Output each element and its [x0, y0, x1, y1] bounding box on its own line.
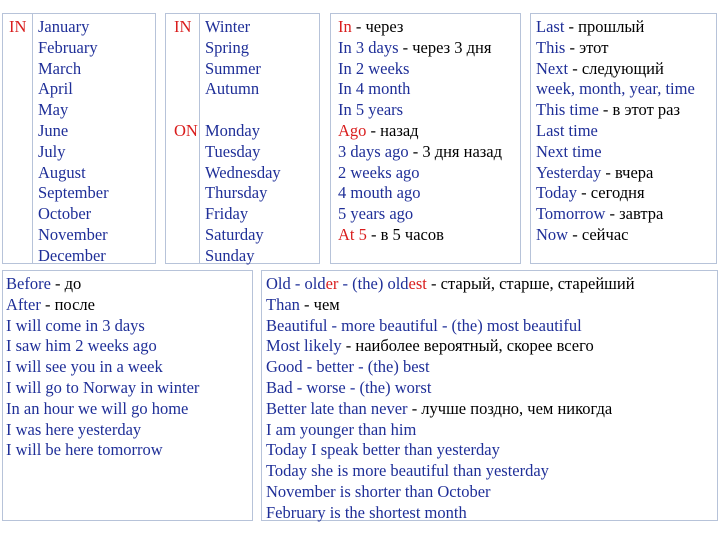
list-item: November: [38, 224, 108, 244]
list-item: September: [38, 183, 109, 203]
list-item: Now - сейчас: [536, 224, 629, 244]
list-item: Spring: [205, 37, 250, 57]
list-item: 3 days ago - 3 дня назад: [338, 141, 503, 161]
divider: [32, 14, 33, 263]
list-item: Wednesday: [205, 162, 281, 182]
list-item: Today - сегодня: [536, 183, 645, 203]
list-item: Yesterday - вчера: [536, 162, 654, 182]
months-box: [2, 13, 156, 264]
list-item: At 5 - в 5 часов: [338, 224, 444, 244]
list-item: Today she is more beautiful than yesterday: [266, 461, 549, 481]
season-day-list: [205, 17, 281, 267]
comparatives-box: [261, 270, 718, 521]
preposition-label-on: ON: [174, 120, 198, 140]
in-ago-box: [330, 13, 521, 264]
list-item: I was here yesterday: [6, 419, 142, 439]
list-item: Ago - назад: [338, 120, 419, 140]
list-item: January: [38, 17, 90, 36]
list-item: June: [38, 120, 69, 140]
list-item: Thursday: [205, 183, 268, 203]
list-item: April: [38, 79, 73, 99]
list-item: I saw him 2 weeks ago: [6, 336, 157, 356]
list-item: Last time: [536, 120, 598, 140]
list-item: This time - в этот раз: [536, 100, 680, 120]
list-item: I will come in 3 days: [6, 315, 145, 335]
seasons-days-box: [165, 13, 320, 264]
list-item: Tomorrow - завтра: [536, 204, 664, 224]
list-item: Saturday: [205, 224, 264, 244]
list-item: Next time: [536, 141, 602, 161]
list-item: Good - better - (the) best: [266, 357, 430, 377]
list-item: February is the shortest month: [266, 502, 467, 522]
list-item: 2 weeks ago: [338, 162, 420, 182]
list-item: August: [38, 162, 86, 182]
list-item: In 3 days - через 3 дня: [338, 37, 492, 57]
list-item: Summer: [205, 58, 261, 78]
list-item: 5 years ago: [338, 204, 414, 224]
list-item: Bad - worse - (the) worst: [266, 377, 432, 397]
preposition-label: IN: [9, 17, 27, 36]
list-item: I will be here tomorrow: [6, 440, 163, 460]
list-item: Before - до: [6, 274, 82, 293]
list-item: Monday: [205, 120, 260, 140]
list-item: In 5 years: [338, 100, 404, 120]
list-item: In 4 month: [338, 79, 411, 99]
list-item: In 2 weeks: [338, 58, 410, 78]
list-item: Autumn: [205, 79, 260, 99]
list-item: October: [38, 204, 92, 224]
list-item: May: [38, 100, 69, 120]
before-after-box: [2, 270, 253, 521]
list-item: Sunday: [205, 245, 255, 265]
divider: [199, 14, 200, 263]
list-item: Beautiful - more beautiful - (the) most beautiful: [266, 315, 582, 335]
list-item: In an hour we will go home: [6, 398, 189, 418]
month-list: [38, 17, 109, 267]
list-item: This - этот: [536, 37, 609, 57]
list-item: Next - следующий: [536, 58, 664, 78]
list-item: Better late than never - лучше поздно, чем никогда: [266, 398, 613, 418]
list-item: November is shorter than October: [266, 481, 491, 501]
last-this-next-box: [530, 13, 717, 264]
list-item: I will see you in a week: [6, 357, 163, 377]
list-item: In - через: [338, 17, 404, 36]
list-item: February: [38, 37, 98, 57]
list-item: December: [38, 245, 106, 265]
list-item: Today I speak better than yesterday: [266, 440, 500, 460]
list-item: Most likely - наиболее вероятный, скорее всего: [266, 336, 594, 356]
list-item: After - после: [6, 294, 95, 314]
list-item: Old - older - (the) oldest - старый, старше, старейший: [266, 274, 635, 293]
list-item: I am younger than him: [266, 419, 417, 439]
list-item: Friday: [205, 204, 249, 224]
list-item: Tuesday: [205, 141, 261, 161]
list-item: 4 mouth ago: [338, 183, 421, 203]
list-item: I will go to Norway in winter: [6, 377, 200, 397]
list-item: Than - чем: [266, 294, 340, 314]
list-item: Last - прошлый: [536, 17, 645, 36]
preposition-label-in: IN: [174, 17, 192, 36]
list-item: July: [38, 141, 66, 161]
list-item: Winter: [205, 17, 251, 36]
list-item: March: [38, 58, 82, 78]
list-item: week, month, year, time: [536, 79, 695, 99]
